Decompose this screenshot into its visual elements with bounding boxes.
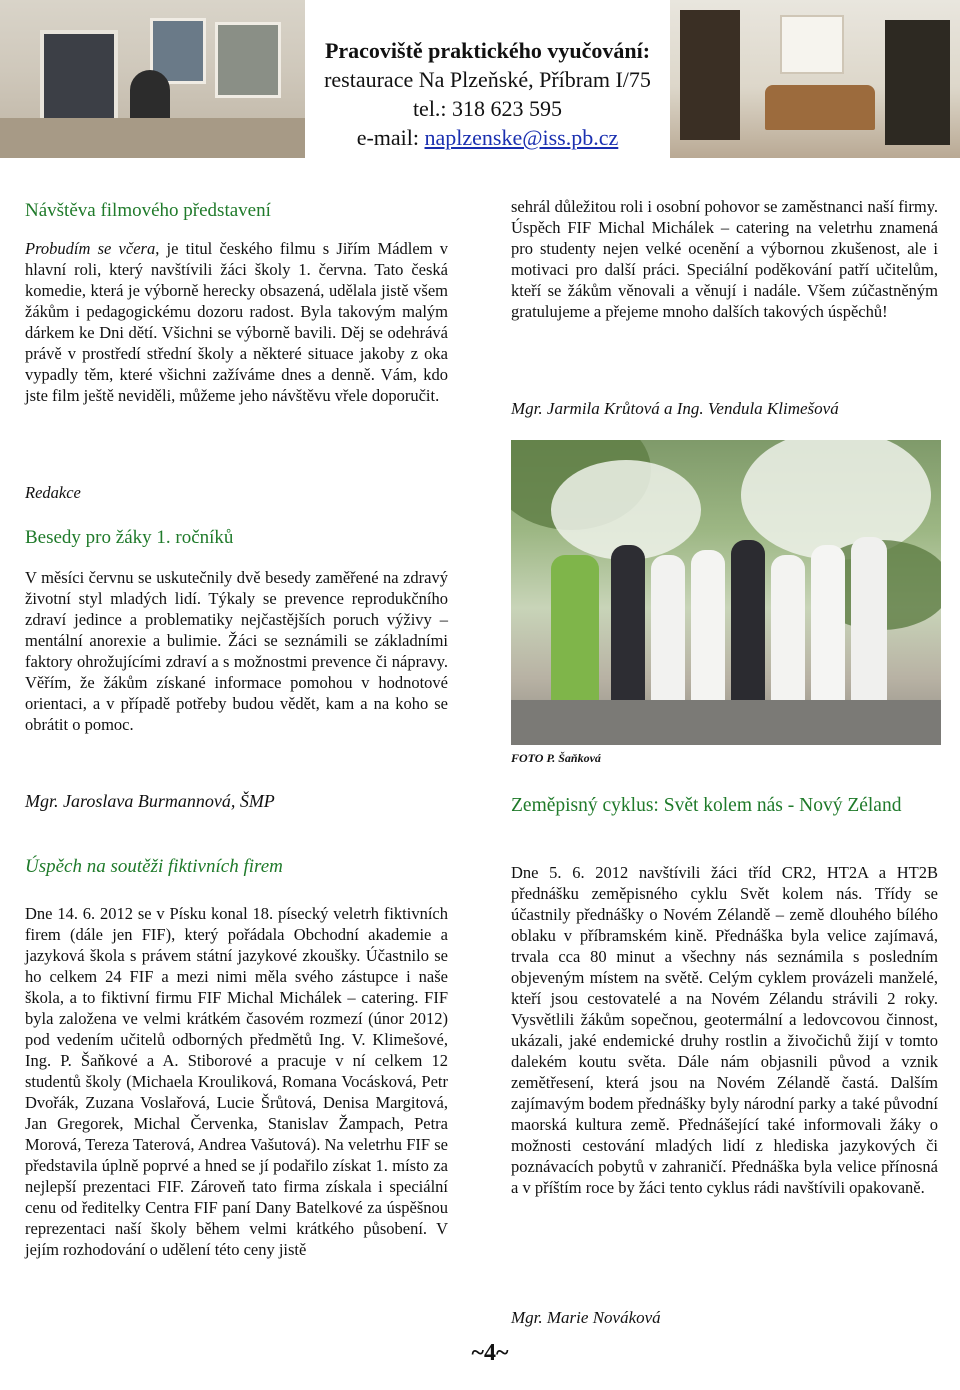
photo-figure [851, 537, 887, 705]
email-link[interactable]: naplzenske@iss.pb.cz [424, 125, 619, 150]
page-header [305, 36, 670, 152]
header-photo-right [670, 0, 960, 158]
photo-figure [551, 555, 599, 705]
article3-body: Dne 14. 6. 2012 se v Písku konal 18. písecký veletrh fiktivních firem (dále jen FIF), který pořádala Obchodní akademie a jazyková škola s právem státní jazykové zkoušky. Účastnilo se ho celkem 24 FIF a mezi nimi měla svého zástupce i naše škola, a to fiktivní firmu FIF Michal Michálek – catering. FIF byla založena ve velmi krátkém časovém rozmezí (únor 2012) pod vedením učitelů odborných předmětů Ing. V. Klimešové, Ing. P. Šaňkové a A. Stiborové a pracuje v ní celkem 12 studentů školy (Michaela Krouliková, Romana Vocásková, Petr Dvořák, Zuzana Voslařová, Lucie Šrůtová, Denisa Margitová, Jan Gregorek, Michal Červenka, Stanislav Žampach, Petra Morová, Tereza Taterová, Andrea Vašutová). Na veletrhu FIF se představila úplně poprvé a hned se jí podařilo získat 1. místo za nejlepší prezentaci FIF. Zároveň tato firma získala i speciální cenu od ředitelky Centra FIF paní Dany Batelkové za úspěšnou reprezentaci naší školy během velmi krátkého působení. V jejím rozhodování o udělení této ceny jistě [25, 904, 448, 1259]
header-title: Pracoviště praktického vyučování: [324, 38, 651, 63]
article3-signature: Mgr. Jarmila Krůtová a Ing. Vendula Klimešová [511, 399, 839, 418]
header-photo-left [0, 0, 305, 158]
page-number: ~4~ [471, 1340, 509, 1366]
photo-credit: FOTO P. Šaňková [511, 751, 601, 765]
wall-picture [215, 22, 281, 98]
header-phone: tel.: 318 623 595 [412, 96, 563, 121]
article1-signature: Redakce [25, 483, 81, 502]
header-address: restaurace Na Plzeňské, Příbram I/75 [324, 67, 651, 92]
photo-cabinet [885, 20, 950, 145]
header-email [305, 123, 670, 152]
article4-body: Dne 5. 6. 2012 navštívili žáci tříd CR2, HT2A a HT2B přednášku zeměpisného cyklu Svět kolem nás. Třídy se účastnily přednášky o Novém Zélandě – země dlouhého bílého oblaku v příbramském kině. Přednáška byla velice zajímavá, trvala cca 80 minut a všechny nás seznámila s posledním objeveným místem na světě. Celým cyklem provázeli manželé, kteří jsou cestovatelé a na Novém Zélandu strávili 2 roky. Vysvětlili žákům sopečnou, geotermální a ledovcovou činnost, ukázali, jaké endemické druhy rostlin a živočichů žijí v tomto dalekém koutu světa. Dále nám objasnili původ a vznik zemětřesení, která jsou na Novém Zélandě častá. Dalším zajímavým bodem přednášky byly národní parky a také původní maorská kultura země. Přednášející také informovali žáky o možnosti cestování mladých lidí z hlediska jazykových či poznávacích pobytů v zahraničí. Přednáška byla velice přínosná a v příštím roce by žáci tento cyklus rádi navštívili opakovaně. [511, 863, 938, 1197]
photo-window [780, 15, 844, 74]
photo-figure [651, 555, 685, 705]
photo-figure [611, 545, 645, 705]
article3-body-continued: sehrál důležitou roli i osobní pohovor se zaměstnanci naší firmy. Úspěch FIF Michal Michálek – catering na veletrhu znamená pro studenty nejen velké ocenění a výbornou zkušenost, ale i motivaci pro další práci. Speciální poděkování patří učitelům, kteří se žákům věnovali a věnují i nadále. Všem zúčastněným gratulujeme a přejeme mnoho dalších takových úspěchů! [511, 197, 938, 321]
photo-figure [691, 550, 725, 705]
photo-figure [771, 555, 805, 705]
email-label: e-mail: [356, 125, 425, 150]
article3-title: Úspěch na soutěži fiktivních firem [25, 856, 283, 877]
article1-body [25, 238, 448, 406]
article4-signature: Mgr. Marie Nováková [511, 1308, 661, 1327]
article4-title: Zeměpisný cyklus: Svět kolem nás - Nový Zéland [511, 795, 902, 816]
photo-ground [511, 700, 941, 745]
article1-text: , je titul českého filmu s Jiřím Mádlem v hlavní roli, který navštívili žáci školy 1. června. Tato česká komedie, která je výborně herecky obsazená, udělala jistě všem žákům i pedagogickému dozoru radost. Byla takovým malým dárkem ke Dni dětí. Všichni se výborně bavili. Děj se odehrává právě v prostředí střední školy a některé situace jakoby z oka vypadly těm, které všichni zažíváme dnes a denně. Vám, kdo jste film ještě neviděli, můžeme jeho návštěvu vřele doporučit. [25, 239, 448, 405]
photo-figure [811, 545, 845, 705]
photo-figure [731, 540, 765, 705]
photo-floor [0, 118, 305, 158]
photo-sofa [765, 85, 875, 130]
article2-signature: Mgr. Jaroslava Burmannová, ŠMP [25, 791, 275, 811]
article2-title: Besedy pro žáky 1. ročníků [25, 527, 234, 548]
article2-body: V měsíci červnu se uskutečnily dvě besedy zaměřené na zdravý životní styl mladých lidí. Týkaly se prevence reprodukčního zdraví jedince a problematiky nejčastějších poruch výživy – mentální anorexie a bulimie. Žáci se seznámili se základními faktory ohrožujícími zdraví a s možnostmi prevence či nápravy. Věřím, že žákům získané informace pomohou v hodnotové orientaci, a v případě potřeby budou vědět, kam a na koho se obrátit o pomoc. [25, 568, 448, 734]
film-title: Probudím se včera [25, 239, 156, 258]
event-photo [511, 440, 941, 745]
photo-cabinet [680, 10, 740, 140]
article1-title: Návštěva filmového představení [25, 200, 271, 221]
